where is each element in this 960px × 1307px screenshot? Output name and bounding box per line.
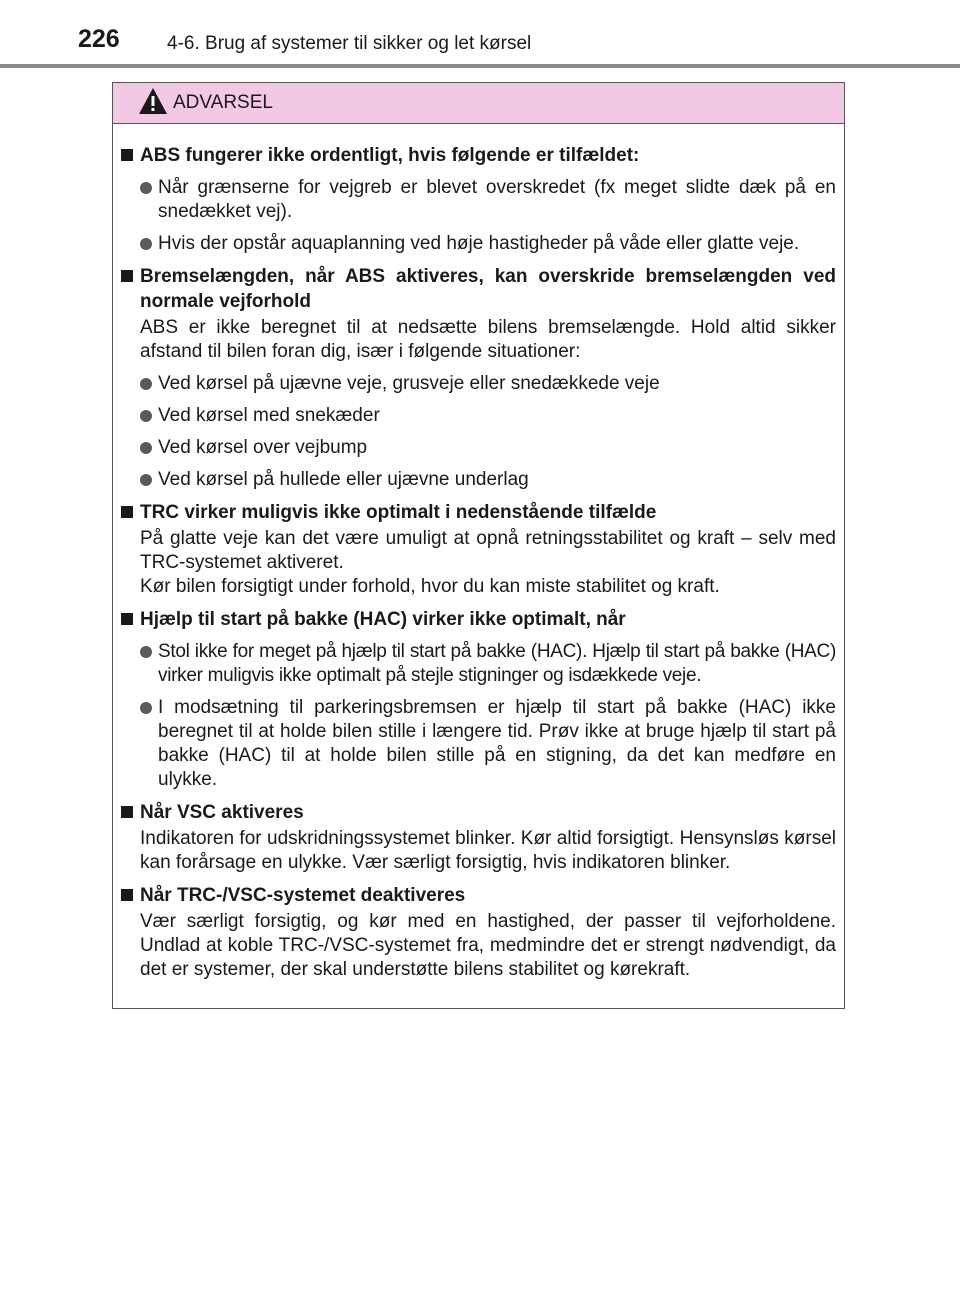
warning-label: ADVARSEL — [173, 92, 273, 113]
section-title: TRC virker muligvis ikke optimalt i nedenstående tilfælde — [121, 500, 836, 525]
list-item: Ved kørsel på ujævne veje, grusveje eller snedækkede veje — [121, 372, 836, 396]
square-marker-icon — [121, 889, 133, 901]
bullet-dot-icon — [140, 378, 152, 390]
section-title: Bremselængden, når ABS aktiveres, kan overskride bremselængden ved normale vejforhold — [121, 264, 836, 314]
warning-content — [113, 124, 844, 982]
section-title: Hjælp til start på bakke (HAC) virker ikke optimalt, når — [121, 607, 836, 632]
bullet-dot-icon — [140, 410, 152, 422]
square-marker-icon — [121, 613, 133, 625]
list-item: I modsætning til parkeringsbremsen er hjælp til start på bakke (HAC) ikke beregnet til at holde bilen stille i længere tid. Prøv ikke at bruge hjælp til start på bakke (HAC) til at holde bilen stille på en stigning, da det kan medføre en ulykke. — [121, 696, 836, 792]
list-item: Hvis der opstår aquaplanning ved høje hastigheder på våde eller glatte veje. — [121, 232, 836, 256]
square-marker-icon — [121, 806, 133, 818]
bullet-dot-icon — [140, 474, 152, 486]
bullet-dot-icon — [140, 442, 152, 454]
warning-section — [121, 607, 836, 792]
section-title: ABS fungerer ikke ordentligt, hvis følgende er tilfældet: — [121, 143, 836, 168]
header-rule — [0, 64, 960, 68]
list-item: Ved kørsel på hullede eller ujævne underlag — [121, 468, 836, 492]
bullet-dot-icon — [140, 646, 152, 658]
chapter-title: 4-6. Brug af systemer til sikker og let kørsel — [167, 33, 532, 54]
page-number: 226 — [78, 25, 120, 53]
list-item: Ved kørsel med snekæder — [121, 404, 836, 428]
bullet-dot-icon — [140, 702, 152, 714]
warning-header — [113, 83, 844, 124]
list-item: Ved kørsel over vejbump — [121, 436, 836, 460]
bullet-dot-icon — [140, 182, 152, 194]
list-item: Stol ikke for meget på hjælp til start på bakke (HAC). Hjælp til start på bakke (HAC) virker muligvis ikke optimalt på stejle stigninger og isdækkede veje. — [121, 640, 836, 688]
warning-section — [121, 143, 836, 256]
warning-triangle-icon — [138, 87, 168, 115]
square-marker-icon — [121, 149, 133, 161]
paragraph: Indikatoren for udskridningssystemet blinker. Kør altid forsigtigt. Hensynsløs kørsel kan forårsage en ulykke. Vær særligt forsigtig, hvis indikatoren blinker. — [140, 828, 836, 873]
warning-section — [121, 800, 836, 875]
paragraph: Kør bilen forsigtigt under forhold, hvor du kan miste stabilitet og kraft. — [140, 576, 720, 597]
paragraph: Vær særligt forsigtig, og kør med en hastighed, der passer til vejforholdene. Undlad at koble TRC-/VSC-systemet fra, medmindre det er strengt nødvendigt, da det er systemer, der skal understøtte bilens stabilitet og kørekraft. — [140, 911, 836, 980]
section-title: Når TRC-/VSC-systemet deaktiveres — [121, 883, 836, 908]
square-marker-icon — [121, 270, 133, 282]
paragraph: ABS er ikke beregnet til at nedsætte bilens bremselængde. Hold altid sikker afstand til bilen foran dig, især i følgende situationer: — [140, 317, 836, 362]
warning-section — [121, 500, 836, 599]
warning-section — [121, 264, 836, 492]
bullet-dot-icon — [140, 238, 152, 250]
square-marker-icon — [121, 506, 133, 518]
paragraph: På glatte veje kan det være umuligt at opnå retningsstabilitet og kraft – selv med TRC-systemet aktiveret. — [140, 528, 836, 573]
warning-box — [112, 82, 845, 1009]
list-item: Når grænserne for vejgreb er blevet overskredet (fx meget slidte dæk på en snedækket vej). — [121, 176, 836, 224]
warning-section — [121, 883, 836, 982]
section-title: Når VSC aktiveres — [121, 800, 836, 825]
